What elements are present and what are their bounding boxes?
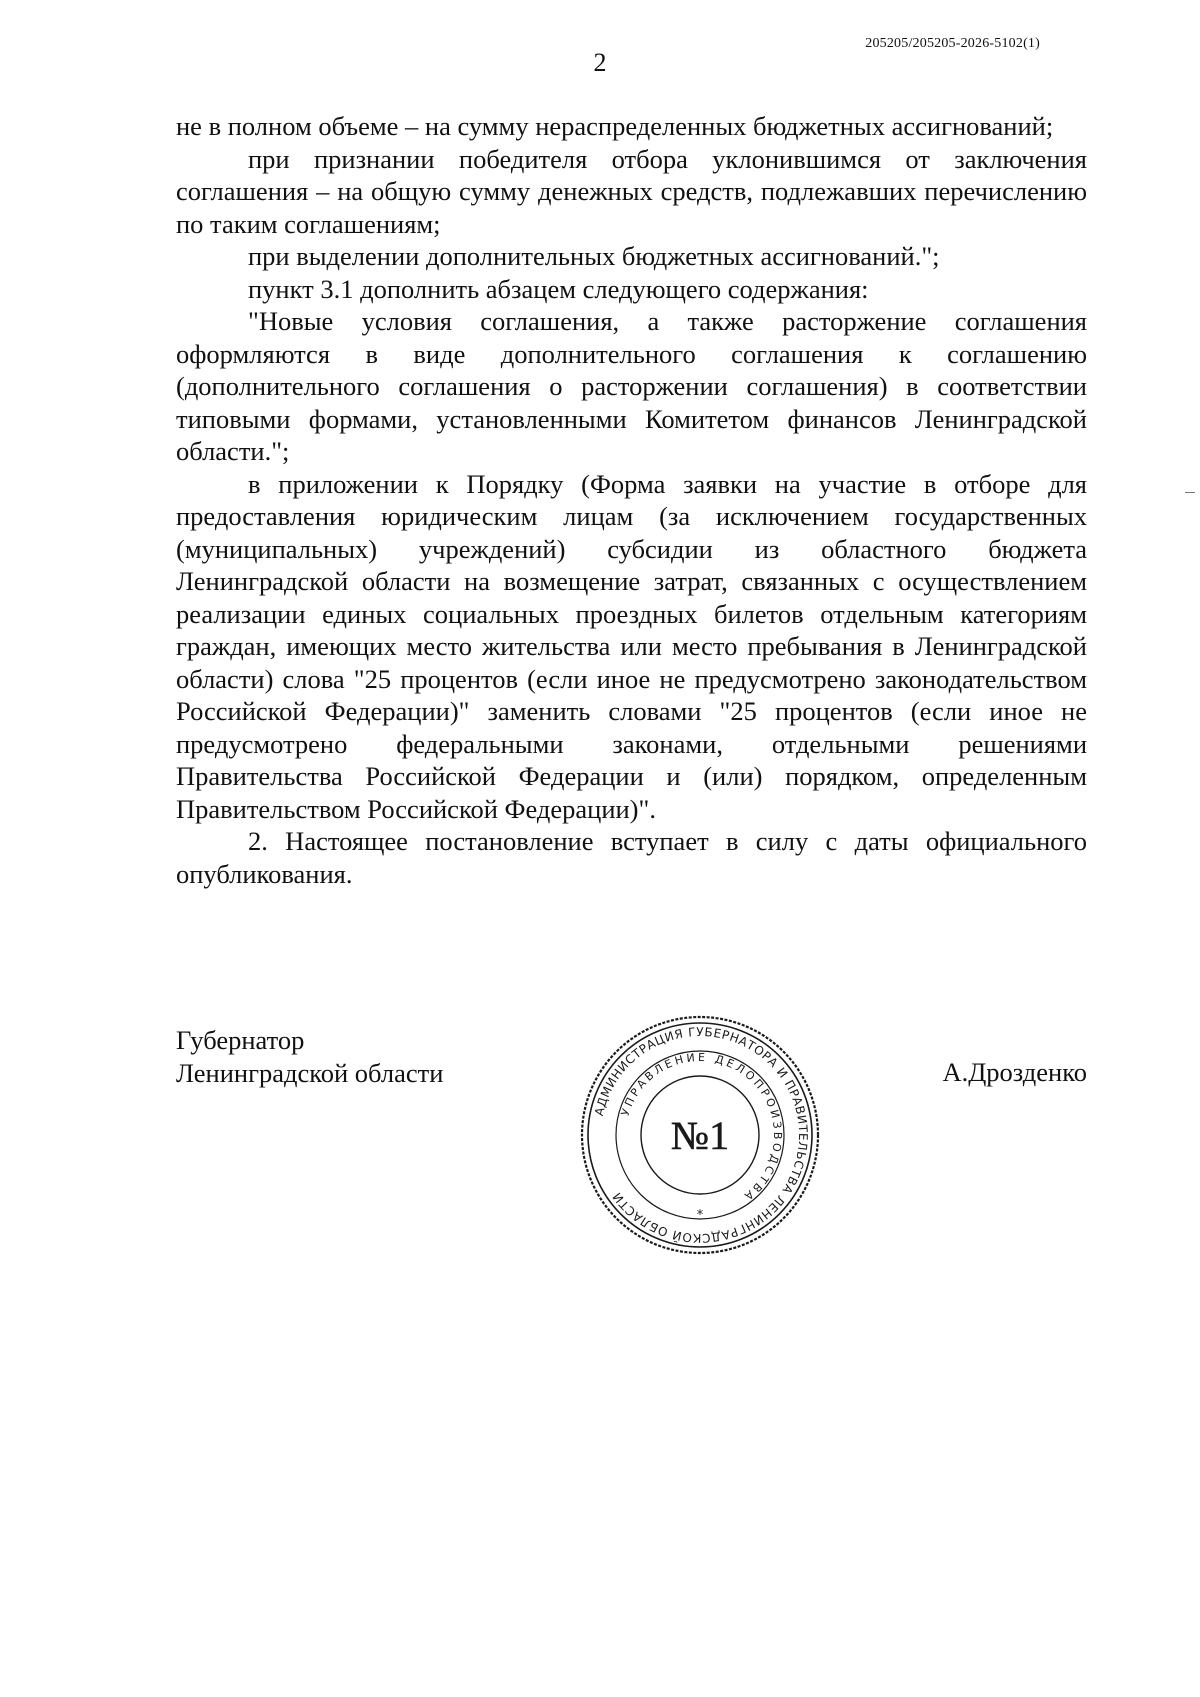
signatory-title-line: Ленинградской области xyxy=(176,1057,444,1088)
seal-center-number: №1 xyxy=(670,1113,730,1158)
official-seal-stamp xyxy=(578,1013,822,1257)
paragraph: 2. Настоящее постановление вступает в силу с даты официального опубликования. xyxy=(176,826,1087,889)
signatory-title-line: Губернатор xyxy=(176,1025,305,1055)
paragraph: при выделении дополнительных бюджетных ассигнований."; xyxy=(248,241,940,271)
scan-margin-mark xyxy=(1185,492,1195,493)
document-registration-number: 205205/205205-2026-5102(1) xyxy=(865,36,1040,51)
page-number: 2 xyxy=(593,48,607,77)
paragraph: не в полном объеме – на сумму нераспределенных бюджетных ассигнований; xyxy=(176,111,1054,141)
paragraph: пункт 3.1 дополнить абзацем следующего содержания: xyxy=(248,273,869,304)
signatory-name: А.Дрозденко xyxy=(942,1057,1087,1087)
seal-outer-text: АДМИНИСТРАЦИЯ ГУБЕРНАТОРА И ПРАВИТЕЛЬСТВА ЛЕНИНГРАДСКОЙ ОБЛАСТИ xyxy=(591,1024,811,1246)
paragraph: в приложении к Порядку (Форма заявки на участие в отборе для предоставления юридическим лицам (за исключением государственных (муниципальных) учреждений) субсидии из областного бюджета Ленинградской области на возмещение затрат, связанных с осуществлением реализации единых социальных проездных билетов отдельным категориям граждан, имеющих место жительства или место пребывания в Ленинградской области) слова "25 процентов (если иное не предусмотрено законодательством Российской Федерации)" заменить словами "25 процентов (если иное не предусмотрено федеральными законами, отдельными решениями Правительства Российской Федерации и (или) порядком, определенным Правительством Российской Федерации)". xyxy=(176,468,1087,824)
signatory-title xyxy=(176,1024,443,1089)
seal-graphic xyxy=(578,1013,822,1257)
seal-star: * xyxy=(696,1208,704,1223)
paragraph: при признании победителя отбора уклонившимся от заключения соглашения – на общую сумму денежных средств, подлежавших перечислению по таким соглашениям; xyxy=(176,143,1087,239)
document-body xyxy=(176,110,1087,890)
seal-inner-text: УПРАВЛЕНИЕ ДЕЛОПРОИЗВОДСТВА xyxy=(618,1050,785,1205)
paragraph: "Новые условия соглашения, а также расторжение соглашения оформляются в виде дополнительного соглашения к соглашению (дополнительного соглашения о расторжении соглашения) в соответствии типовыми формами, установленными Комитетом финансов Ленинградской области."; xyxy=(176,306,1087,466)
